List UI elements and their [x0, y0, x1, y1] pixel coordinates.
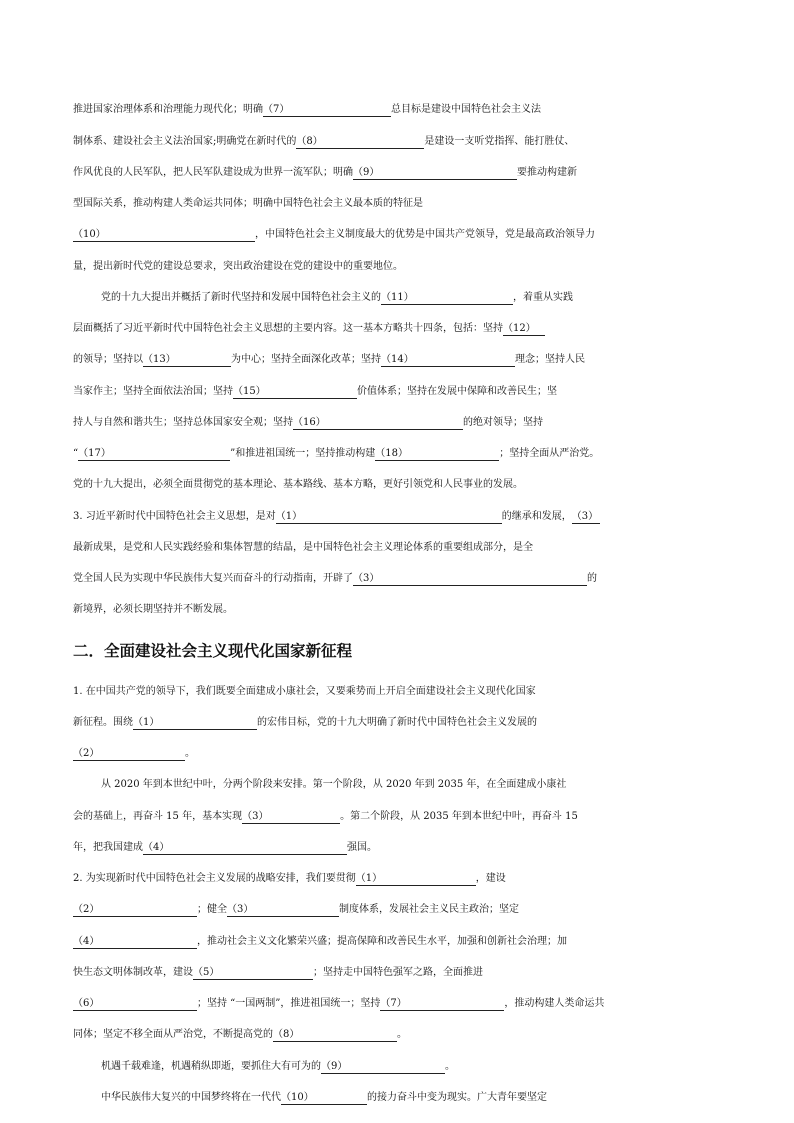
- text-line: [73, 900, 723, 920]
- blank-number: （15）: [233, 386, 266, 397]
- text-line: [73, 807, 723, 827]
- text-line: [73, 507, 723, 527]
- text-segment: 从 2020 年到本世纪中叶，分两个阶段来安排。第一个阶段，从 2020 年到 2035 年，在全面建成小康社: [101, 779, 567, 790]
- blank-number: （14）: [381, 354, 414, 365]
- fill-blank[interactable]: [73, 994, 197, 1011]
- text-line: [73, 538, 723, 558]
- text-segment: 新征程。围绕: [73, 717, 133, 728]
- text-segment: 。: [185, 748, 195, 759]
- text-line: [73, 682, 723, 702]
- fill-blank[interactable]: [503, 319, 545, 336]
- text-segment: ，着重从实践: [513, 292, 573, 303]
- fill-blank[interactable]: [380, 994, 504, 1011]
- text-segment: 新境界，必须长期坚持并不断发展。: [73, 604, 233, 615]
- text-line: [73, 225, 723, 245]
- blank-number: （16）: [293, 417, 326, 428]
- text-segment: 3. 习近平新时代中国特色社会主义思想，是对: [73, 511, 276, 522]
- text-line: [73, 869, 723, 889]
- text-segment: 的: [587, 573, 597, 584]
- text-segment: ，中国特色社会主义制度最大的优势是中国共产党领导，党是最高政治领导力: [255, 229, 595, 240]
- text-segment: 党的十九大提出并概括了新时代坚持和发展中国特色社会主义的: [101, 292, 381, 303]
- fill-blank[interactable]: [73, 900, 197, 917]
- text-segment: 的领导；坚持以: [73, 354, 143, 365]
- fill-blank[interactable]: [356, 869, 476, 886]
- text-line: [73, 100, 723, 120]
- text-line: [73, 569, 723, 589]
- text-segment: 年，把我国建成: [73, 842, 143, 853]
- text-line: [101, 288, 751, 308]
- fill-blank[interactable]: [572, 507, 600, 524]
- fill-blank[interactable]: [375, 444, 499, 461]
- blank-number: （8）: [273, 1029, 300, 1040]
- text-segment: 最新成果，是党和人民实践经验和集体智慧的结晶，是中国特色社会主义理论体系的重要组成部分，是全: [73, 542, 533, 553]
- fill-blank[interactable]: [143, 838, 347, 855]
- blank-number: （5）: [193, 967, 220, 978]
- blank-number: （2）: [73, 904, 100, 915]
- section-heading: 二．全面建设社会主义现代化国家新征程: [73, 642, 353, 660]
- fill-blank[interactable]: [381, 288, 513, 305]
- fill-blank[interactable]: [353, 569, 587, 586]
- text-line: [101, 775, 751, 795]
- text-segment: 。: [445, 1061, 455, 1072]
- text-line: [73, 838, 723, 858]
- text-line: [101, 1088, 751, 1108]
- text-segment: 机遇千载难逢，机遇稍纵即逝，要抓住大有可为的: [101, 1061, 321, 1072]
- text-segment: 层面概括了习近平新时代中国特色社会主义思想的主要内容。这一基本方略共十四条，包括：坚持: [73, 323, 503, 334]
- fill-blank[interactable]: [233, 382, 357, 399]
- fill-blank[interactable]: [193, 963, 313, 980]
- text-line: [73, 413, 723, 433]
- text-segment: ，推动构建人类命运共: [504, 998, 605, 1009]
- text-segment: 持人与自然和谐共生；坚持总体国家安全观；坚持: [73, 417, 293, 428]
- blank-number: （3）: [227, 904, 254, 915]
- text-line: [73, 1025, 723, 1045]
- blank-number: （1）: [275, 511, 303, 522]
- text-segment: 总目标是建设中国特色社会主义法: [391, 104, 541, 115]
- fill-blank[interactable]: [273, 1025, 397, 1042]
- text-line: [101, 1057, 751, 1077]
- text-line: [73, 163, 723, 183]
- text-segment: 理念；坚持人民: [515, 354, 585, 365]
- text-segment: 2. 为实现新时代中国特色社会主义发展的战略安排，我们要贯彻: [73, 873, 356, 884]
- fill-blank[interactable]: [143, 350, 231, 367]
- text-segment: 。第二个阶段，从 2035 年到本世纪中叶，再奋斗 15: [340, 811, 578, 822]
- text-line: [73, 932, 723, 952]
- fill-blank[interactable]: [78, 444, 230, 461]
- text-line: [73, 744, 723, 764]
- text-segment: 型国际关系，推动构建人类命运共同体；明确中国特色社会主义最本质的特征是: [73, 198, 423, 209]
- text-line: [73, 963, 723, 983]
- text-segment: 制度体系，发展社会主义民主政治；坚定: [339, 904, 519, 915]
- blank-number: （6）: [73, 998, 100, 1009]
- text-segment: 1. 在中国共产党的领导下，我们既要全面建成小康社会，又要乘势而上开启全面建设社会主义现代化国家: [73, 686, 536, 697]
- text-segment: 制体系、建设社会主义法治国家;明确党在新时代的: [73, 136, 297, 147]
- fill-blank[interactable]: [296, 132, 424, 149]
- text-segment: 为中心；坚持全面深化改革；坚持: [231, 354, 381, 365]
- fill-blank[interactable]: [276, 507, 502, 524]
- text-segment: 强国。: [347, 842, 377, 853]
- blank-number: （9）: [353, 167, 380, 178]
- text-line: [73, 994, 723, 1014]
- text-segment: 是建设一支听党指挥、能打胜仗、: [424, 136, 575, 147]
- blank-number: （4）: [143, 842, 170, 853]
- text-line: [73, 257, 723, 277]
- blank-number: （8）: [296, 136, 323, 147]
- fill-blank[interactable]: [353, 163, 517, 180]
- blank-number: （3）: [353, 573, 380, 584]
- fill-blank[interactable]: [73, 225, 255, 242]
- text-segment: 党的十九大提出，必须全面贯彻党的基本理论、基本路线、基本方略，更好引领党和人民事业的发展。: [73, 479, 523, 490]
- text-segment: ；健全: [197, 904, 227, 915]
- blank-number: （4）: [73, 936, 100, 947]
- blank-number: （10）: [281, 1092, 314, 1103]
- text-segment: 同体；坚定不移全面从严治党，不断提高党的: [73, 1029, 273, 1040]
- blank-number: （10）: [73, 229, 106, 240]
- blank-number: （12）: [503, 323, 536, 334]
- blank-number: （9）: [321, 1061, 348, 1072]
- fill-blank[interactable]: [227, 900, 339, 917]
- text-line: [73, 132, 723, 152]
- text-segment: 的宏伟目标，党的十九大明确了新时代中国特色社会主义发展的: [257, 717, 537, 728]
- fill-blank[interactable]: [263, 100, 391, 117]
- blank-number: （1）: [355, 873, 383, 884]
- text-line: [73, 475, 723, 495]
- text-segment: 的接力奋斗中变为现实。广大青年要坚定: [367, 1092, 547, 1103]
- blank-number: （2）: [73, 748, 100, 759]
- text-line: [73, 713, 723, 733]
- text-segment: ，推动社会主义文化繁荣兴盛；提高保障和改善民生水平，加强和创新社会治理；加: [197, 936, 567, 947]
- blank-number: （7）: [263, 104, 290, 115]
- text-segment: ；坚持 “一国两制”，推进祖国统一；坚持: [197, 998, 381, 1009]
- text-segment: 中华民族伟大复兴的中国梦终将在一代代: [101, 1092, 281, 1103]
- text-segment: 要推动构建新: [517, 167, 577, 178]
- fill-blank[interactable]: [73, 744, 185, 761]
- text-segment: 的继承和发展，: [501, 511, 572, 522]
- text-segment: ；坚持走中国特色强军之路，全面推进: [313, 967, 483, 978]
- text-segment: 。: [397, 1029, 407, 1040]
- fill-blank[interactable]: [281, 1088, 367, 1105]
- blank-number: （18）: [375, 448, 408, 459]
- text-segment: 快生态文明体制改革，建设: [73, 967, 193, 978]
- text-segment: 价值体系；坚持在发展中保障和改善民生；坚: [357, 386, 557, 397]
- blank-number: （3）: [242, 811, 269, 822]
- text-line: [73, 319, 723, 339]
- fill-blank[interactable]: [381, 350, 515, 367]
- fill-blank[interactable]: [321, 1057, 445, 1074]
- blank-number: （17）: [78, 448, 111, 459]
- text-segment: 推进国家治理体系和治理能力现代化；明确: [73, 104, 263, 115]
- text-line: [73, 444, 723, 464]
- fill-blank[interactable]: [73, 932, 197, 949]
- text-segment: “: [73, 448, 79, 459]
- text-segment: 的绝对领导；坚持: [463, 417, 543, 428]
- text-segment: ；坚持全面从严治党。: [499, 448, 600, 459]
- text-segment: 量，提出新时代党的建设总要求，突出政治建设在党的建设中的重要地位。: [73, 261, 403, 272]
- blank-number: （11）: [381, 292, 414, 303]
- text-line: [73, 600, 723, 620]
- fill-blank[interactable]: [133, 713, 257, 730]
- text-segment: 会的基础上，再奋斗 15 年，基本实现: [73, 811, 243, 822]
- text-segment: 作风优良的人民军队，把人民军队建设成为世界一流军队；明确: [73, 167, 353, 178]
- text-segment: ，建设: [475, 873, 506, 884]
- text-segment: 党全国人民为实现中华民族伟大复兴而奋斗的行动指南，开辟了: [73, 573, 353, 584]
- text-line: [73, 194, 723, 214]
- fill-blank[interactable]: [242, 807, 340, 824]
- blank-number: （1）: [133, 717, 160, 728]
- text-line: [73, 350, 723, 370]
- blank-number: （3）: [571, 511, 599, 522]
- blank-number: （13）: [143, 354, 176, 365]
- text-line: [73, 382, 723, 402]
- blank-number: （7）: [380, 998, 407, 1009]
- text-segment: ”和推进祖国统一；坚持推动构建: [230, 448, 376, 459]
- fill-blank[interactable]: [293, 413, 463, 430]
- text-segment: 当家作主；坚持全面依法治国；坚持: [73, 386, 233, 397]
